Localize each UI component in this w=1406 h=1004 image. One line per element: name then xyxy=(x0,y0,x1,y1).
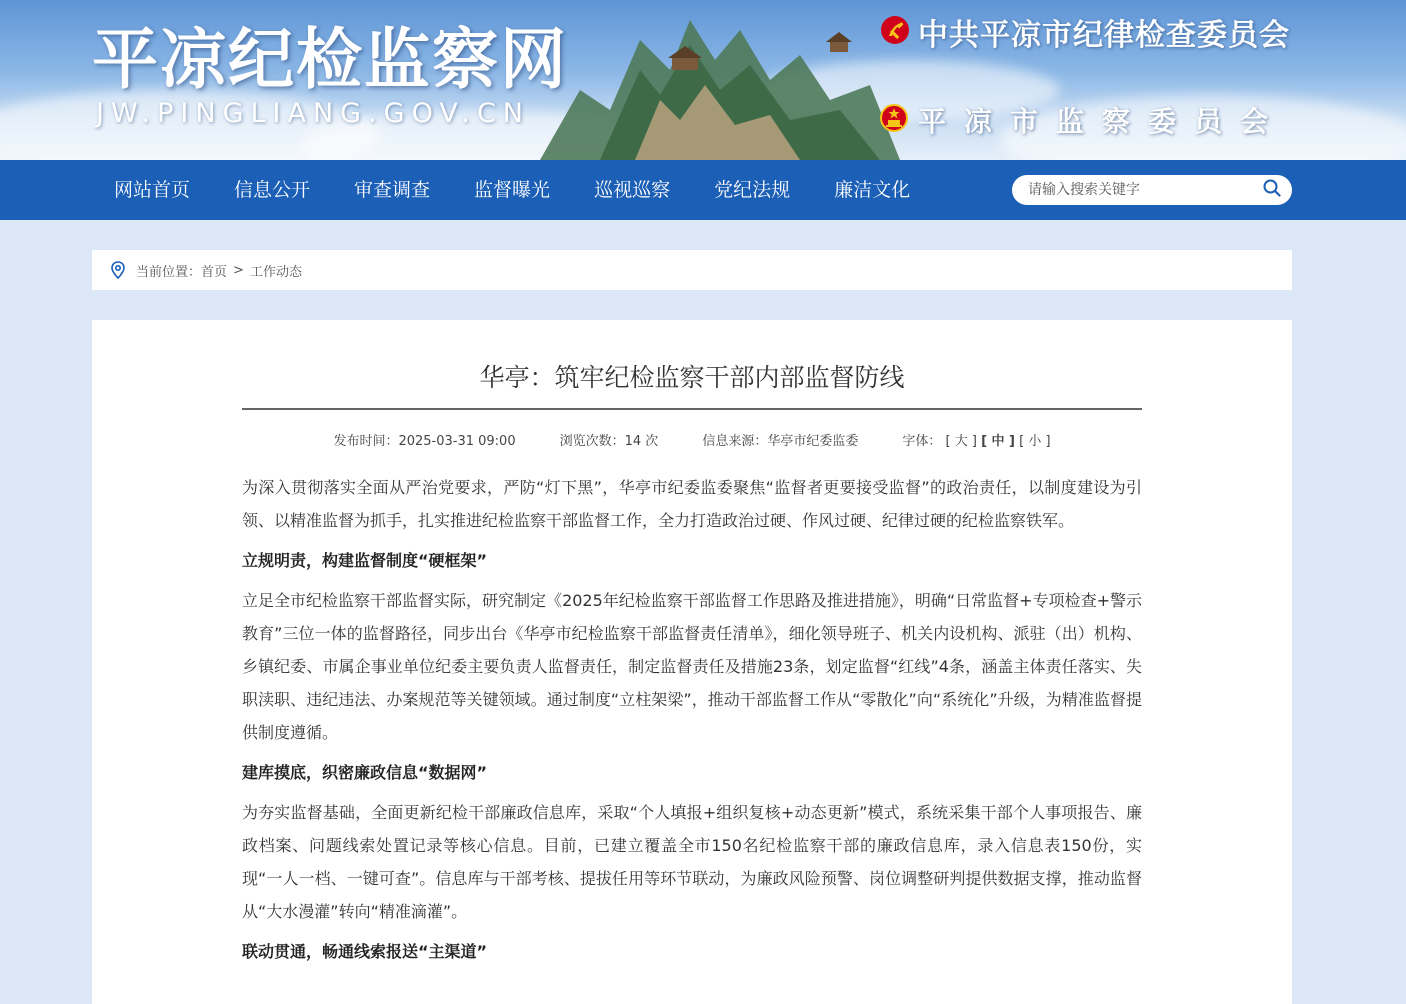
header-banner xyxy=(0,0,1406,160)
font-size-small-button[interactable]: [ 小 ] xyxy=(1019,434,1051,449)
article-paragraph: 为深入贯彻落实全面从严治党要求，严防“灯下黑”，华亭市纪委监委聚焦“监督者更要接受监督”的政治责任，以制度建设为引领、以精准监督为抓手，扎实推进纪检监察干部监督工作，全力打造政治过硬、作风过硬、纪律过硬的纪检监察铁军。 xyxy=(242,478,1142,530)
search-button[interactable] xyxy=(1252,175,1292,205)
site-title: 平凉纪检监察网 xyxy=(92,20,568,98)
org-party-label: 中共平凉市纪律检查委员会 xyxy=(918,18,1290,53)
nav-items xyxy=(92,160,932,220)
nav-item-inspection[interactable]: 巡视巡察 xyxy=(594,179,671,201)
article-paragraph: 立足全市纪检监察干部监督实际，研究制定《2025年纪检监察干部监督工作思路及推进措施》，明确“日常监督+专项检查+警示教育”三位一体的监督路径，同步出台《华亭市纪检监察干部监督责任清单》，细化领导班子、机关内设机构、派驻（出）机构、乡镇纪委、市属企事业单位纪委主要负责人监督责任，制定监督责任及措施23条，划定监督“红线”4条，涵盖主体责任落实、失职渎职、违纪违法、办案规范等关键领域。通过制度“立柱架梁”，推动干部监督工作从“零散化”向“系统化”升级，为精准监督提供制度遵循。 xyxy=(242,591,1142,742)
article xyxy=(242,320,1142,975)
meta-published-label: 发布时间： xyxy=(333,434,399,449)
meta-source-value: 华亭市纪委监委 xyxy=(767,434,859,449)
meta-published xyxy=(333,430,515,449)
article-subheading: 联动贯通，畅通线索报送“主渠道” xyxy=(242,942,488,961)
meta-font-size xyxy=(902,430,1050,449)
nav-item-exposure[interactable]: 监督曝光 xyxy=(474,179,551,201)
mountain-illustration xyxy=(540,0,900,160)
meta-views-label: 浏览次数： xyxy=(559,434,625,449)
breadcrumb-home-link[interactable]: 首页 xyxy=(201,264,228,280)
meta-views xyxy=(560,430,659,449)
article-meta xyxy=(242,430,1142,449)
font-size-medium-button[interactable]: [ 中 ] xyxy=(981,434,1015,449)
article-container xyxy=(92,320,1292,1004)
article-subheading: 建库摸底，织密廉政信息“数据网” xyxy=(242,763,488,782)
location-pin-icon xyxy=(110,261,126,279)
main-nav xyxy=(0,160,1406,220)
national-emblem-icon xyxy=(880,103,908,137)
site-url: JW.PINGLIANG.GOV.CN xyxy=(96,98,531,129)
search-icon xyxy=(1263,179,1281,201)
search-box xyxy=(1012,175,1292,205)
breadcrumb-separator: > xyxy=(233,262,244,278)
breadcrumb-current-link[interactable]: 工作动态 xyxy=(249,264,302,280)
nav-item-integrity-culture[interactable]: 廉洁文化 xyxy=(834,179,911,201)
org-supervision-committee xyxy=(880,100,1286,140)
breadcrumb xyxy=(92,250,1292,290)
nav-item-home[interactable]: 网站首页 xyxy=(114,179,191,201)
nav-item-regulations[interactable]: 党纪法规 xyxy=(714,179,791,201)
search-input[interactable] xyxy=(1012,175,1252,205)
meta-font-label: 字体： xyxy=(902,434,942,449)
party-emblem-icon xyxy=(880,15,910,49)
article-content xyxy=(242,471,1142,968)
article-paragraph: 为夯实监督基础，全面更新纪检干部廉政信息库，采取“个人填报+组织复核+动态更新”模式，系统采集干部个人事项报告、廉政档案、问题线索处置记录等核心信息。目前，已建立覆盖全市150名纪检监察干部的廉政信息库，录入信息表150份，实现“一人一档、一键可查”。信息库与干部考核、提拔任用等环节联动，为廉政风险预警、岗位调整研判提供数据支撑，推动监督从“大水漫灌”转向“精准滴灌”。 xyxy=(242,803,1142,921)
meta-source xyxy=(702,430,858,449)
nav-item-info-disclosure[interactable]: 信息公开 xyxy=(234,179,311,201)
font-size-large-button[interactable]: [ 大 ] xyxy=(945,434,977,449)
article-title: 华亭：筑牢纪检监察干部内部监督防线 xyxy=(242,358,1142,410)
article-subheading: 立规明责，构建监督制度“硬框架” xyxy=(242,551,488,570)
org-party-committee xyxy=(880,10,1290,54)
nav-item-investigation[interactable]: 审查调查 xyxy=(354,179,431,201)
meta-source-label: 信息来源： xyxy=(702,434,768,449)
meta-published-value: 2025-03-31 09:00 xyxy=(398,434,516,449)
meta-views-value: 14 次 xyxy=(624,434,659,449)
breadcrumb-prefix: 当前位置： xyxy=(136,264,202,280)
org-supervision-label: 平凉市监察委员会 xyxy=(918,105,1287,138)
